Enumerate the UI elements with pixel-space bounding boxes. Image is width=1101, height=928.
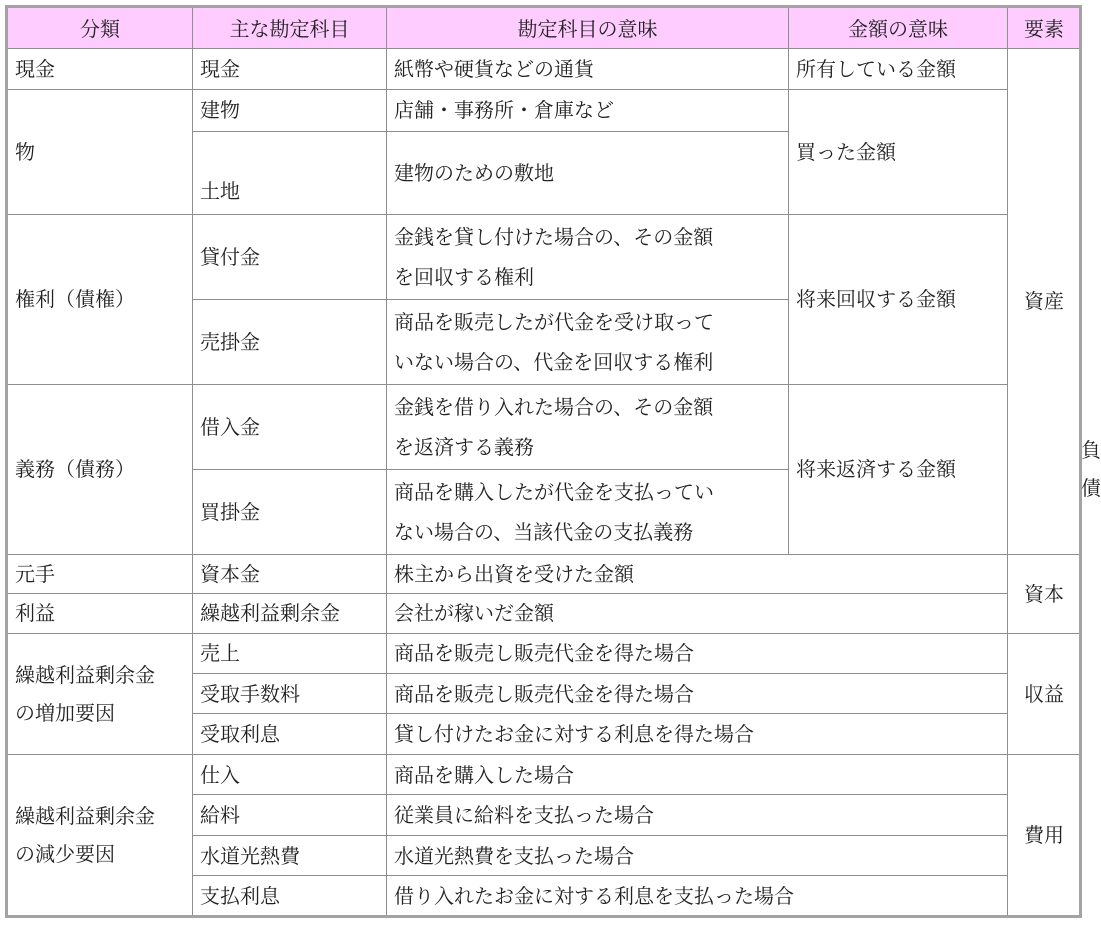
account-cell: 建物 — [193, 90, 387, 132]
amount-cell: 買った金額 — [789, 90, 1008, 215]
header-element: 要素 — [1008, 7, 1081, 49]
meaning-cell — [387, 299, 789, 384]
table-row — [7, 594, 1081, 633]
account-cell: 土地 — [193, 131, 387, 214]
header-account-meaning: 勘定科目の意味 — [387, 7, 789, 49]
meaning-line: 金銭を借り入れた場合の、その金額 — [394, 394, 714, 419]
category-cell: 現金 — [7, 48, 193, 90]
amount-cell: 将来返済する金額 — [789, 384, 1008, 554]
table-row — [7, 554, 1081, 593]
category-cell: 義務（債務） — [7, 384, 193, 554]
accounting-table — [5, 5, 1101, 918]
account-cell: 現金 — [193, 48, 387, 90]
meaning-cell: 従業員に給料を支払った場合 — [387, 795, 1008, 835]
meaning-cell: 借り入れたお金に対する利息を支払った場合 — [387, 876, 1008, 917]
table-row — [7, 48, 1081, 90]
meaning-cell — [387, 384, 789, 469]
meaning-cell: 会社が稼いだ金額 — [387, 594, 1008, 633]
element-cell-revenue: 収益 — [1008, 633, 1081, 754]
category-cell: 利益 — [7, 594, 193, 633]
element-cell-equity: 資本 — [1008, 554, 1081, 633]
category-line: 繰越利益剰余金 — [15, 662, 155, 687]
category-cell — [7, 633, 193, 754]
account-cell: 受取手数料 — [193, 673, 387, 713]
account-cell: 借入金 — [193, 384, 387, 469]
account-cell: 受取利息 — [193, 714, 387, 754]
table-row — [7, 214, 1081, 299]
meaning-cell: 建物のための敷地 — [387, 131, 789, 214]
category-cell — [7, 754, 193, 916]
account-cell: 支払利息 — [193, 876, 387, 917]
account-cell: 売掛金 — [193, 299, 387, 384]
meaning-line: いない場合の、代金を回収する権利 — [394, 349, 714, 374]
account-cell: 水道光熱費 — [193, 835, 387, 875]
account-cell: 貸付金 — [193, 214, 387, 299]
account-cell: 繰越利益剰余金 — [193, 594, 387, 633]
category-line: 繰越利益剰余金 — [15, 803, 155, 828]
meaning-line: 商品を購入したが代金を支払ってい — [394, 479, 714, 504]
meaning-cell: 株主から出資を受けた金額 — [387, 554, 1008, 593]
amount-cell: 所有している金額 — [789, 48, 1008, 90]
meaning-cell: 店舗・事務所・倉庫など — [387, 90, 789, 132]
meaning-cell: 紙幣や硬貨などの通貨 — [387, 48, 789, 90]
meaning-cell: 商品を販売し販売代金を得た場合 — [387, 633, 1008, 673]
meaning-line: ない場合の、当該代金の支払義務 — [394, 519, 694, 544]
account-cell: 資本金 — [193, 554, 387, 593]
meaning-line: を返済する義務 — [394, 434, 534, 459]
table-row: 義務（債務） 借入金 金銭を借り入れた場合の、その金額 を返済する義務 将来返済する金額 負債 — [7, 384, 1081, 469]
header-amount-meaning: 金額の意味 — [789, 7, 1008, 49]
meaning-cell — [387, 214, 789, 299]
meaning-cell: 水道光熱費を支払った場合 — [387, 835, 1008, 875]
meaning-cell: 貸し付けたお金に対する利息を得た場合 — [387, 714, 1008, 754]
category-cell: 元手 — [7, 554, 193, 593]
meaning-cell: 商品を販売し販売代金を得た場合 — [387, 673, 1008, 713]
table-row — [7, 90, 1081, 132]
meaning-line: 商品を販売したが代金を受け取って — [394, 309, 714, 334]
meaning-cell: 商品を購入した場合 — [387, 754, 1008, 794]
header-category: 分類 — [7, 7, 193, 49]
account-cell: 買掛金 — [193, 469, 387, 554]
header-row — [7, 7, 1081, 49]
amount-cell: 将来回収する金額 — [789, 214, 1008, 384]
header-account: 主な勘定科目 — [193, 7, 387, 49]
element-cell-assets: 資産 — [1008, 48, 1081, 554]
account-cell: 仕入 — [193, 754, 387, 794]
account-cell: 給料 — [193, 795, 387, 835]
meaning-line: 金銭を貸し付けた場合の、その金額 — [394, 224, 714, 249]
category-line: の減少要因 — [15, 841, 115, 866]
meaning-cell — [387, 469, 789, 554]
account-cell: 売上 — [193, 633, 387, 673]
element-cell-expenses: 費用 — [1008, 754, 1081, 916]
category-cell: 権利（債権） — [7, 214, 193, 384]
category-cell: 物 — [7, 90, 193, 215]
table-row — [7, 633, 1081, 673]
meaning-line: を回収する権利 — [394, 264, 534, 289]
category-line: の増加要因 — [15, 700, 115, 725]
table-row — [7, 754, 1081, 794]
